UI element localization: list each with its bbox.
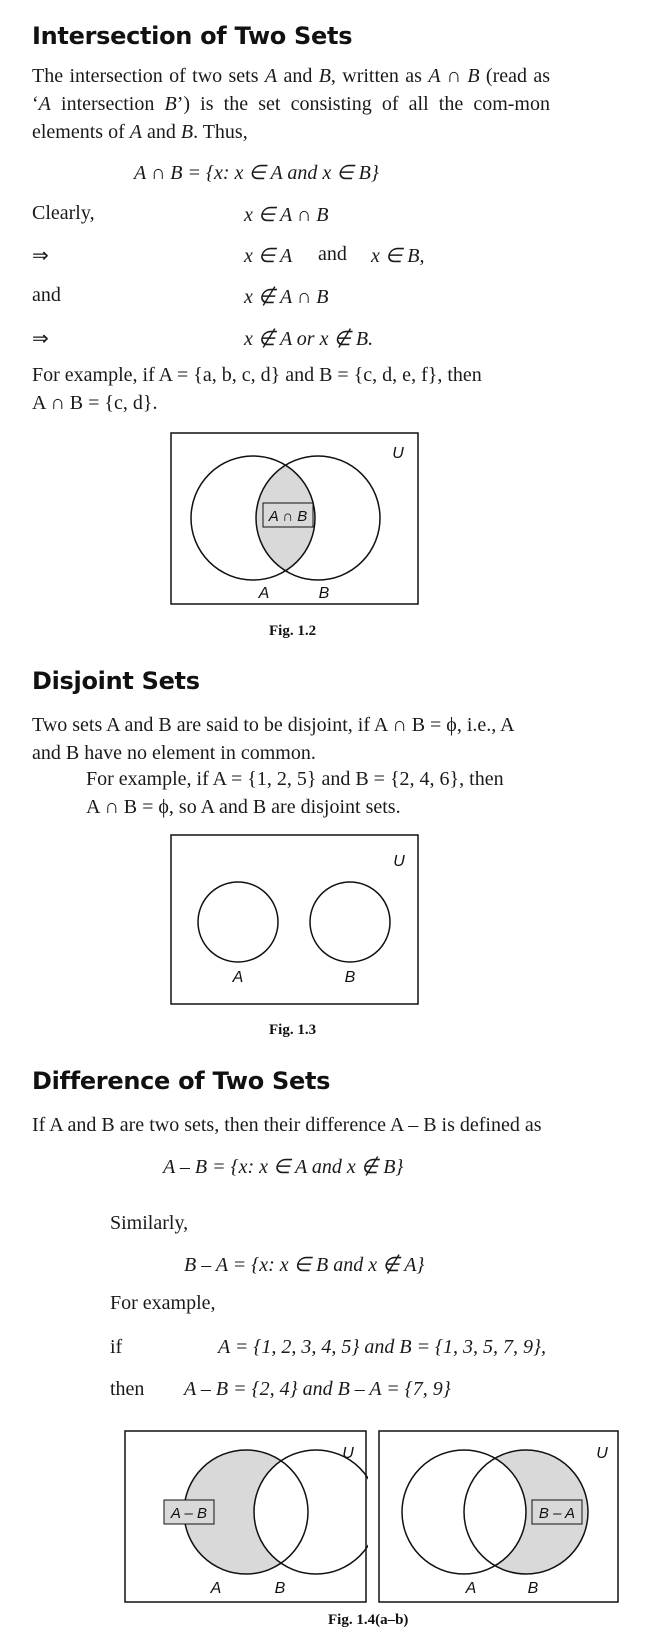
heading-intersection: Intersection of Two Sets <box>32 22 353 50</box>
figure-caption-1-4: Fig. 1.4(a–b) <box>328 1612 409 1628</box>
label-u: U <box>596 1445 608 1462</box>
label-a: A <box>465 1580 477 1597</box>
label-b: B <box>318 585 330 602</box>
difference-definition-2: B – A = {x: x ∈ B and x ∉ A} <box>184 1254 425 1276</box>
if-label: if <box>110 1336 123 1358</box>
region-label: A – B <box>170 1505 208 1522</box>
label-b: B <box>274 1580 286 1597</box>
clearly-label: Clearly, <box>32 202 95 224</box>
if-expression: A = {1, 2, 3, 4, 5} and B = {1, 3, 5, 7, 9}, <box>218 1336 547 1358</box>
label-a: A <box>210 1580 222 1597</box>
implies-symbol: ⇒ <box>32 245 49 267</box>
difference-definition: A – B = {x: x ∈ A and x ∉ B} <box>163 1156 404 1178</box>
intersection-paragraph: The intersection of two sets A and B, written as A ∩ B (read as ‘A intersection B’) is the set consisting of all the com-mon elements of A and B. Thus, <box>32 65 551 143</box>
label-a: A <box>232 969 244 986</box>
label-u: U <box>342 1445 354 1462</box>
example-label: For example, <box>110 1292 216 1314</box>
region-label: A ∩ B <box>268 508 308 525</box>
heading-difference: Difference of Two Sets <box>32 1067 331 1095</box>
region-label: B – A <box>538 1505 576 1522</box>
intersection-example-line-2: A ∩ B = {c, d}. <box>32 392 158 414</box>
and-label: and <box>32 284 61 306</box>
implies2-symbol: ⇒ <box>32 328 49 350</box>
clearly-expression: x ∈ A ∩ B <box>244 204 329 226</box>
difference-paragraph: If A and B are two sets, then their difference A – B is defined as <box>32 1114 542 1136</box>
venn-figure-intersection <box>170 432 420 608</box>
label-a: A <box>258 585 270 602</box>
implies-and: and <box>318 243 347 265</box>
label-b: B <box>344 969 356 986</box>
universal-set-box <box>171 835 418 1004</box>
disjoint-paragraph-line-2: and B have no element in common. <box>32 742 316 764</box>
label-u: U <box>393 853 405 870</box>
venn-figure-difference-a <box>124 1430 368 1604</box>
and-expression: x ∉ A ∩ B <box>244 286 329 308</box>
venn-figure-difference-b <box>378 1430 620 1604</box>
disjoint-example-line-1: For example, if A = {1, 2, 5} and B = {2, 4, 6}, then <box>86 768 504 790</box>
implies2-expression: x ∉ A or x ∉ B. <box>244 328 374 350</box>
disjoint-paragraph-line-1: Two sets A and B are said to be disjoint, if A ∩ B = ϕ, i.e., A <box>32 714 515 736</box>
intersection-definition: A ∩ B = {x: x ∈ A and x ∈ B} <box>134 162 379 184</box>
figure-caption-1-3: Fig. 1.3 <box>269 1022 317 1038</box>
then-label: then <box>110 1378 145 1400</box>
figure-caption-1-2: Fig. 1.2 <box>269 623 317 639</box>
intersection-example-line-1: For example, if A = {a, b, c, d} and B = {c, d, e, f}, then <box>32 364 482 386</box>
implies-expression-2: x ∈ B, <box>371 245 425 267</box>
heading-disjoint: Disjoint Sets <box>32 667 200 695</box>
then-expression: A – B = {2, 4} and B – A = {7, 9} <box>184 1378 451 1400</box>
label-b: B <box>527 1580 539 1597</box>
disjoint-example-line-2: A ∩ B = ϕ, so A and B are disjoint sets. <box>86 796 401 818</box>
label-u: U <box>392 445 404 462</box>
implies-expression-1: x ∈ A <box>244 245 293 267</box>
venn-figure-disjoint <box>170 834 420 1006</box>
similarly-label: Similarly, <box>110 1212 189 1234</box>
